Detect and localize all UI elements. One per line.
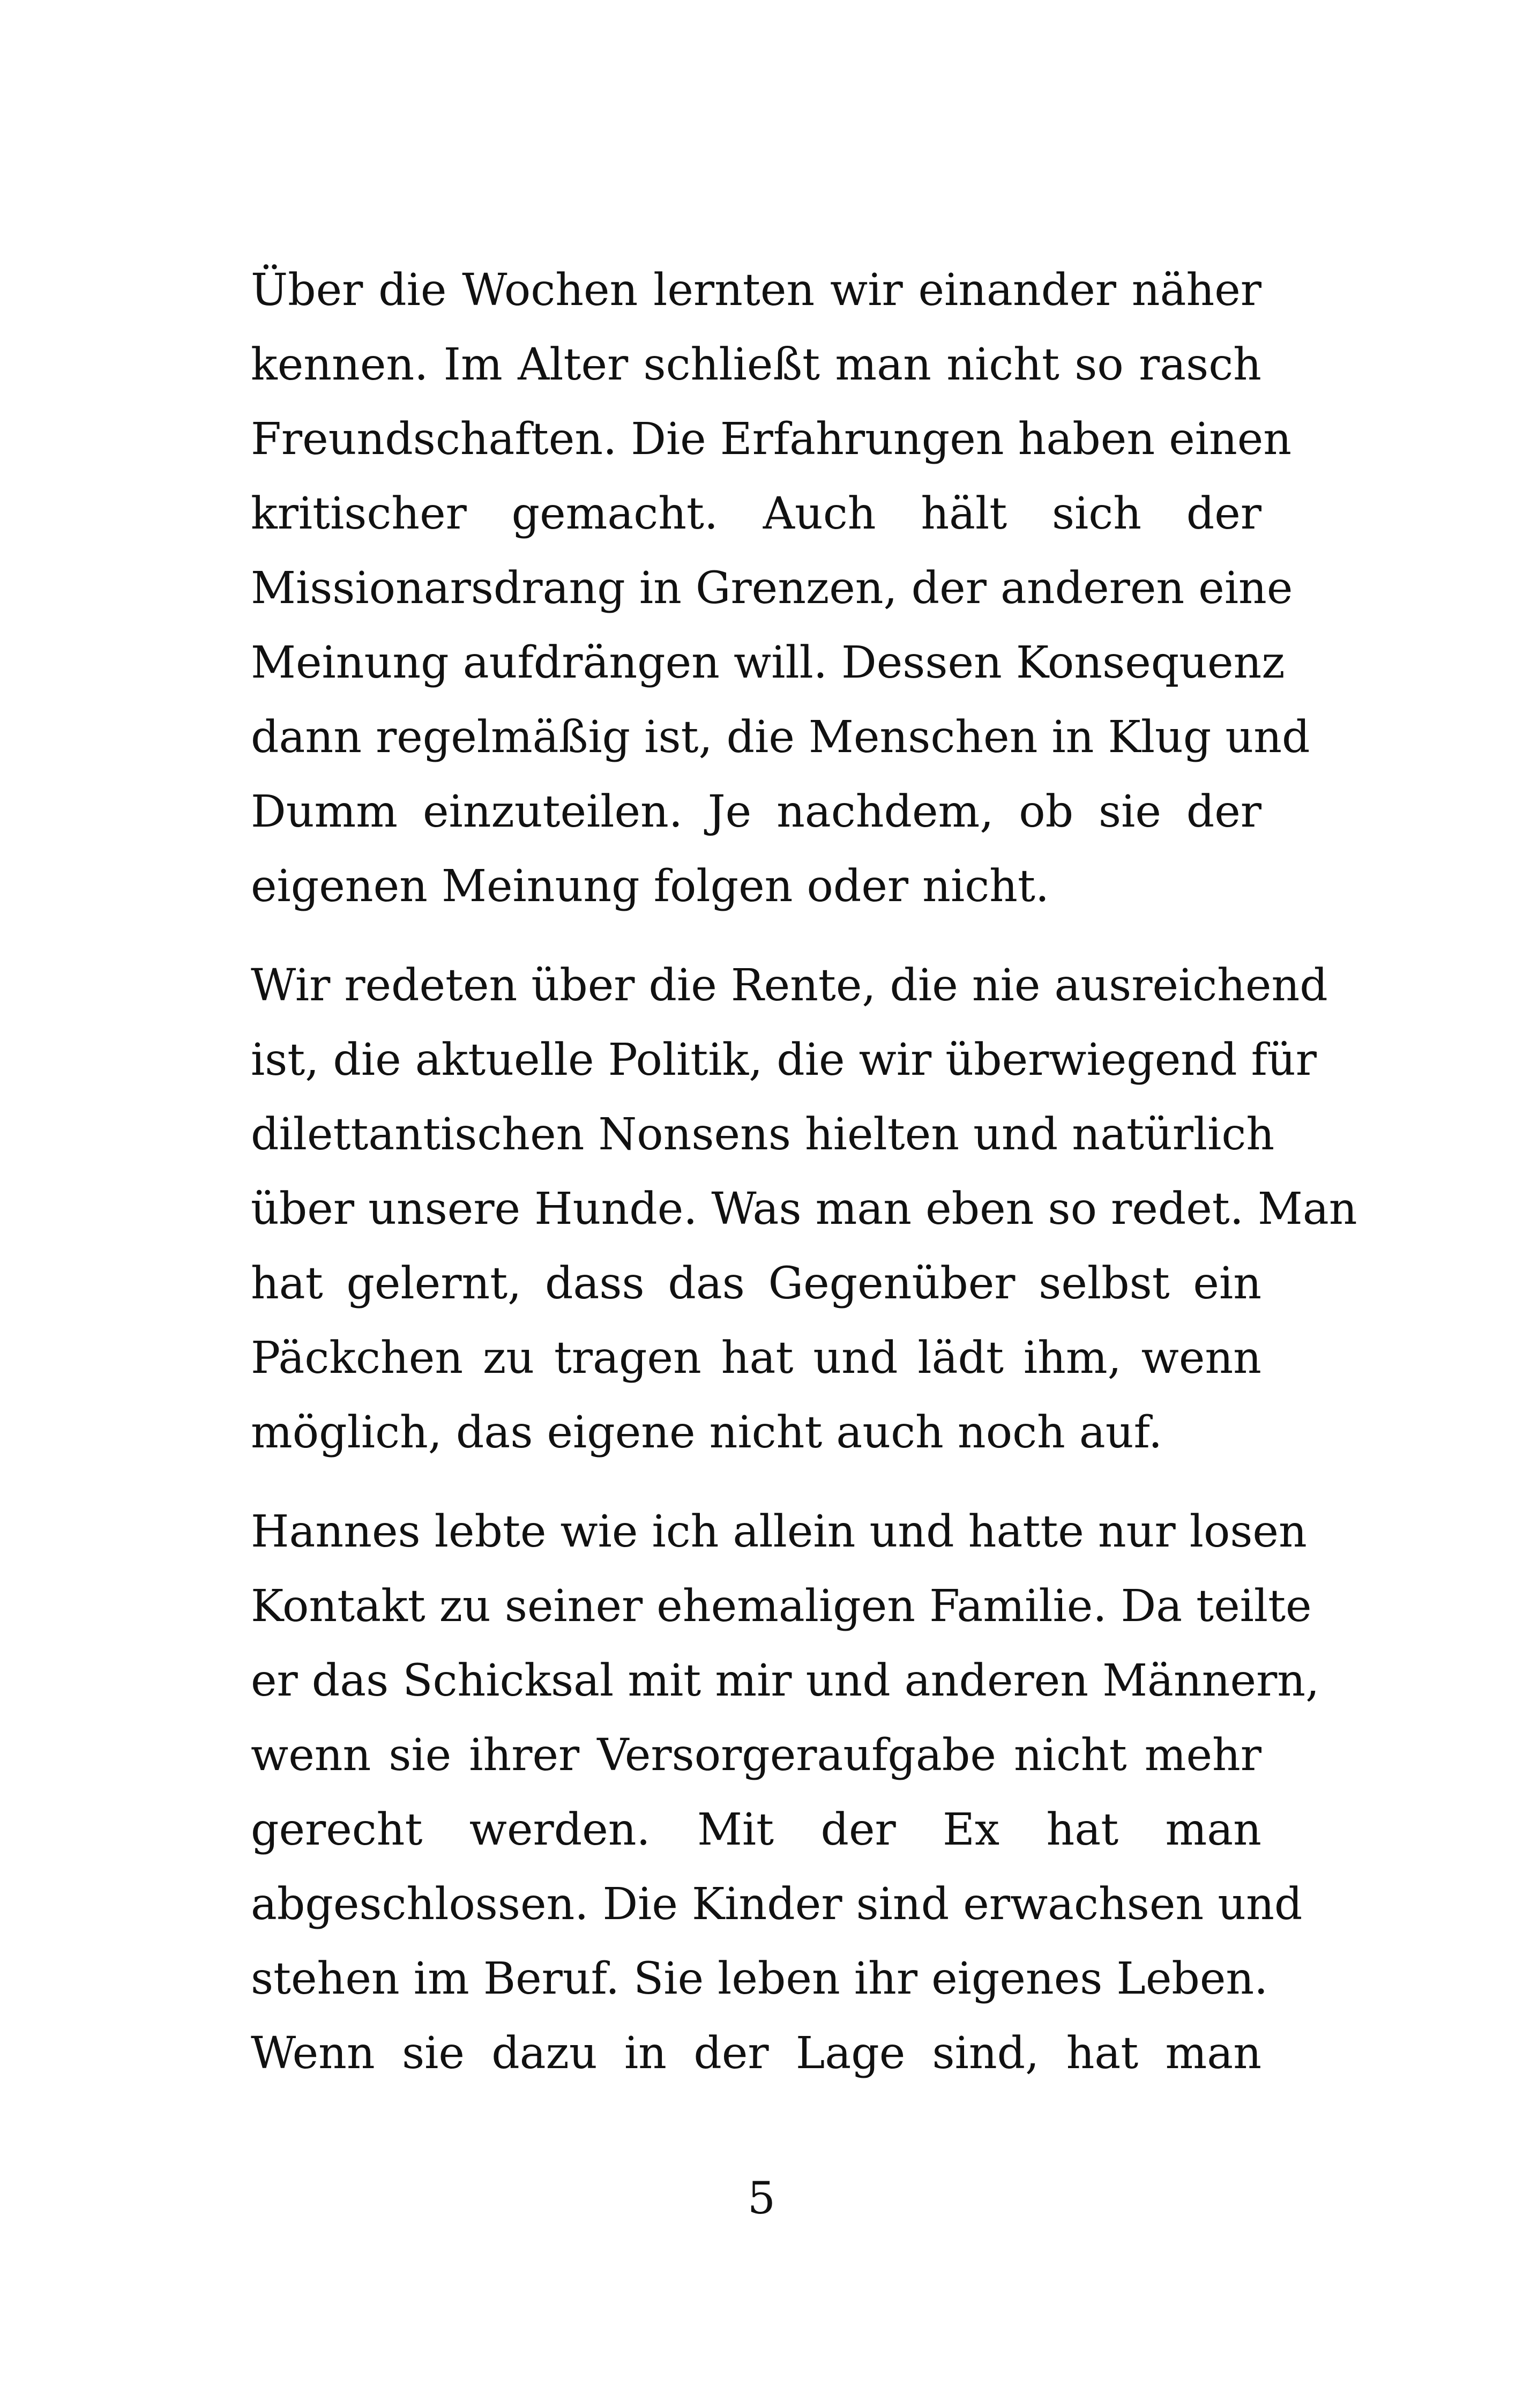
paragraph-3	[251, 1495, 1320, 2091]
text-line: Über die Wochen lernten wir einander näher	[251, 265, 1261, 316]
page-number: 5	[747, 2173, 776, 2224]
text-line: kritischer gemacht. Auch hält sich der	[251, 488, 1261, 539]
text-line: stehen im Beruf. Sie leben ihr eigenes Leben.	[251, 1953, 1268, 2004]
text-line: Hannes lebte wie ich allein und hatte nur losen	[251, 1506, 1307, 1557]
text-line: dann regelmäßig ist, die Menschen in Klug und	[251, 712, 1310, 763]
text-line: Missionarsdrang in Grenzen, der anderen eine	[251, 563, 1293, 614]
paragraph-2	[251, 948, 1357, 1470]
text-line: er das Schicksal mit mir und anderen Männern,	[251, 1655, 1320, 1706]
text-line: Dumm einzuteilen. Je nachdem, ob sie der	[251, 786, 1261, 837]
text-line: über unsere Hunde. Was man eben so redet. Man	[251, 1184, 1357, 1235]
text-line: hat gelernt, dass das Gegenüber selbst ein	[251, 1258, 1261, 1309]
text-line: kennen. Im Alter schließt man nicht so rasch	[251, 339, 1261, 390]
body-text	[251, 253, 1357, 2115]
text-line: Päckchen zu tragen hat und lädt ihm, wenn	[251, 1333, 1261, 1384]
text-line: möglich, das eigene nicht auch noch auf.	[251, 1407, 1163, 1458]
text-line: gerecht werden. Mit der Ex hat man	[251, 1804, 1261, 1855]
text-line: ist, die aktuelle Politik, die wir überwiegend für	[251, 1035, 1317, 1086]
text-line: eigenen Meinung folgen oder nicht.	[251, 861, 1049, 912]
text-line: Kontakt zu seiner ehemaligen Familie. Da teilte	[251, 1581, 1312, 1632]
text-line: dilettantischen Nonsens hielten und natürlich	[251, 1109, 1275, 1160]
paragraph-1	[251, 253, 1310, 924]
text-line: Freundschaften. Die Erfahrungen haben einen	[251, 414, 1292, 465]
text-line: wenn sie ihrer Versorgeraufgabe nicht mehr	[251, 1730, 1261, 1781]
text-line: Wenn sie dazu in der Lage sind, hat man	[251, 2028, 1261, 2079]
text-line: Wir redeten über die Rente, die nie ausreichend	[251, 960, 1328, 1011]
text-line: Meinung aufdrängen will. Dessen Konsequenz	[251, 637, 1285, 688]
text-line: abgeschlossen. Die Kinder sind erwachsen und	[251, 1879, 1303, 1930]
